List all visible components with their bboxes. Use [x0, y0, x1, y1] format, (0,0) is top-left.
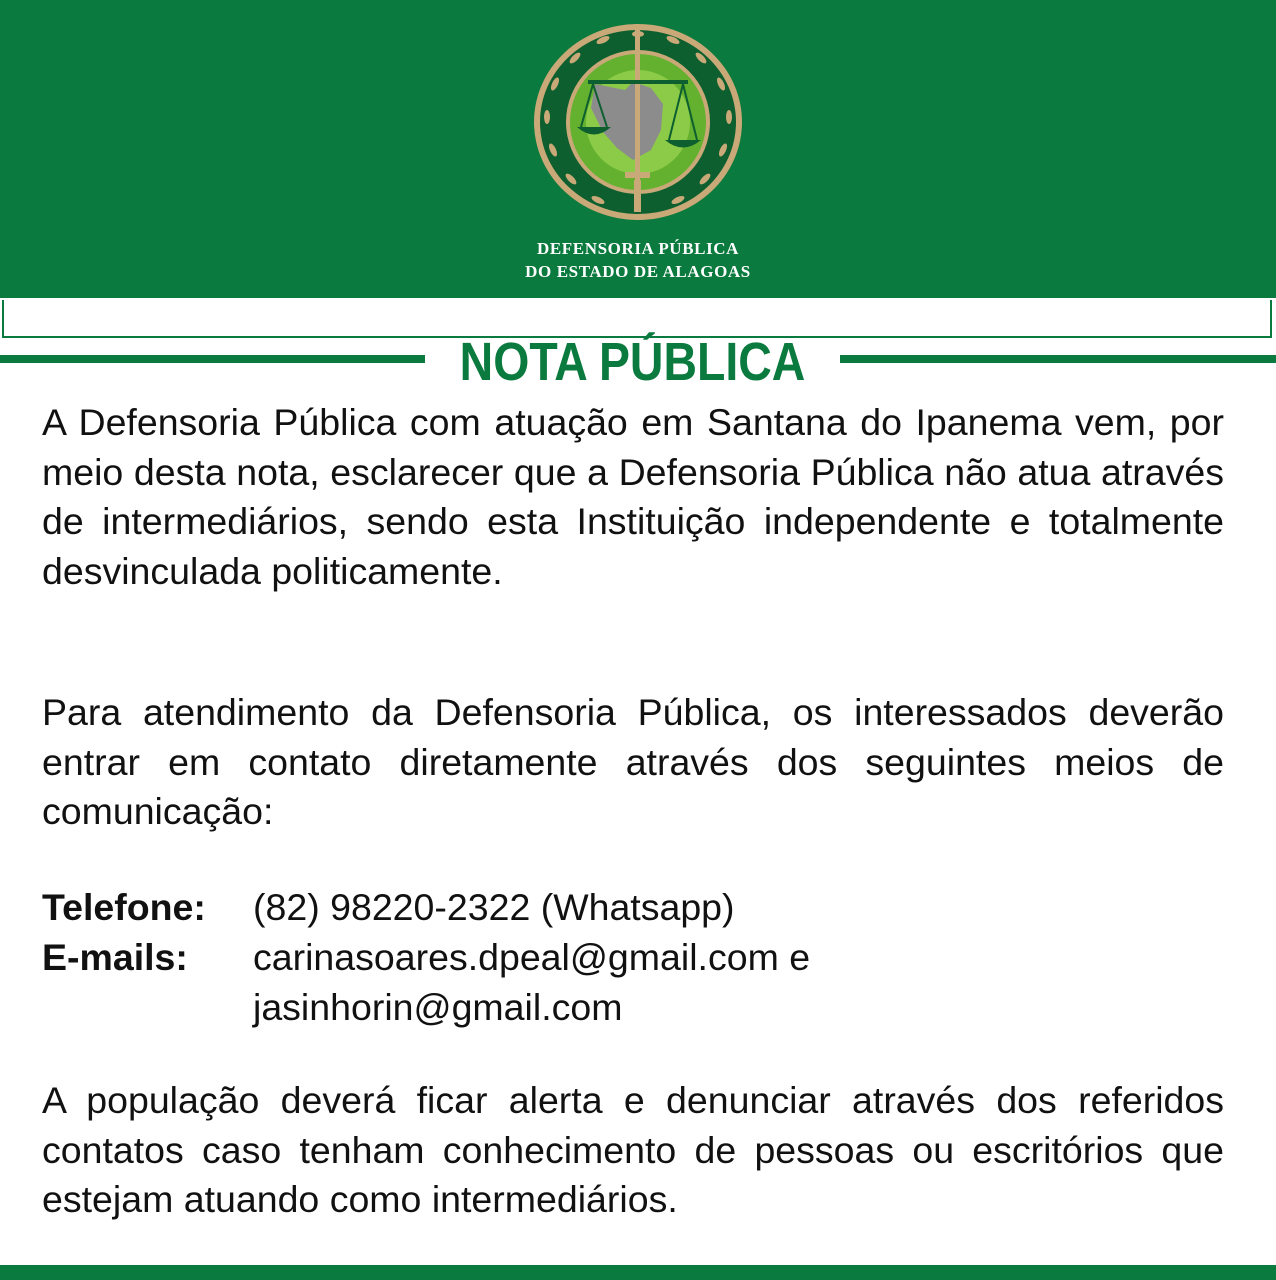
email-line-1 [253, 932, 810, 982]
header-band [0, 0, 1276, 298]
page-title: NOTA PÚBLICA [459, 332, 806, 392]
footer-band [0, 1265, 1276, 1280]
scales-of-justice-seal-icon [533, 22, 743, 222]
paragraph-statement: A Defensoria Pública com atuação em Santana do Ipanema vem, por meio desta nota, esclarecer que a Defensoria Pública não atua através de intermediários, sendo esta Instituição independente e totalmente desvinculada politicamente. [42, 401, 1224, 592]
emails-label: E-mails: [42, 936, 188, 978]
phone-value[interactable]: (82) 98220-2322 (Whatsapp) [253, 886, 735, 928]
email-2[interactable]: jasinhorin@gmail.com [253, 986, 623, 1028]
paragraph-contact-intro: Para atendimento da Defensoria Pública, os interessados deverão entrar em contato diretamente através dos seguintes meios de comunicação: [42, 691, 1224, 832]
phone-label: Telefone: [42, 886, 206, 928]
email-joiner: e [778, 936, 811, 978]
title-rule-left [0, 355, 425, 363]
paragraph-warning: A população deverá ficar alerta e denunciar através dos referidos contatos caso tenham conhecimento de pessoas ou escritórios que estejam atuando como intermediários. [42, 1079, 1224, 1220]
email-1[interactable]: carinasoares.dpeal@gmail.com [253, 936, 779, 978]
title-rule-right [840, 355, 1276, 363]
org-name-line1: DEFENSORIA PÚBLICA [536, 239, 740, 258]
footer-fill [0, 1265, 1276, 1280]
org-name-line2: DO ESTADO DE ALAGOAS [525, 262, 751, 281]
